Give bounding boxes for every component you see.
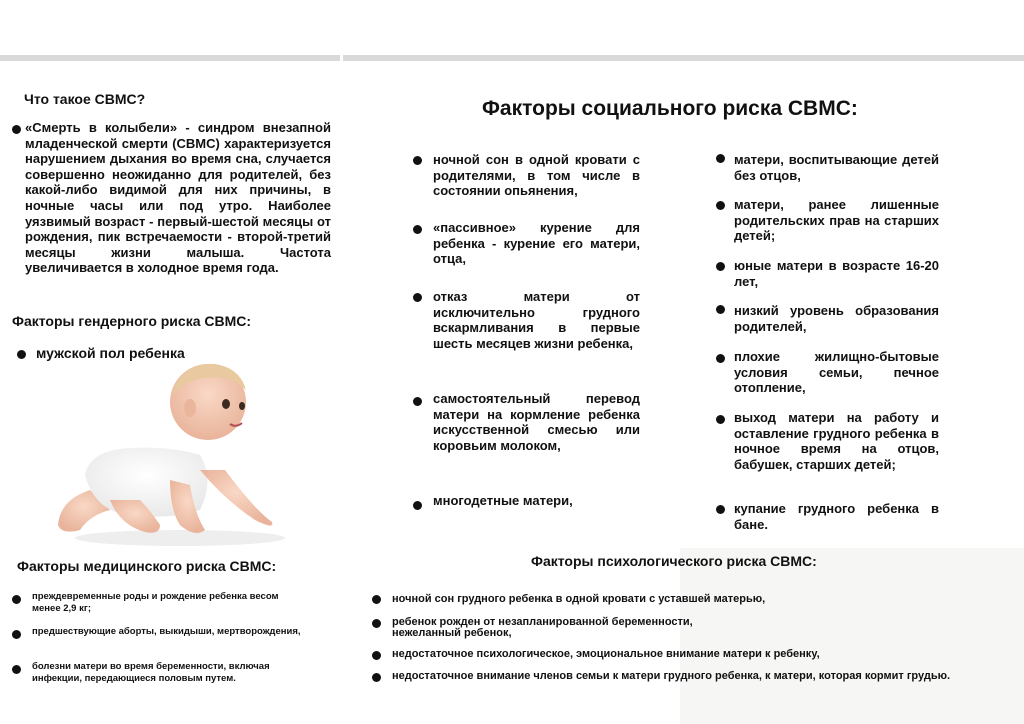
social-risk-item: «пассивное» курение для ребенка - курение его матери, отца, <box>433 220 640 267</box>
psychological-risk-title: Факторы психологического риска СВМС: <box>531 553 817 569</box>
what-is-text: «Смерть в колыбели» - синдром внезапной младенческой смерти (СВМС) характеризуется нарушением дыхания во время сна, случается совершенно неожиданно для родителей, без какой-либо видимой для них причины, в ночные часы или под утро. Наиболее уязвимый возраст - первый-шестой месяцы от рождения, пик встречаемости - второй-третий месяцы жизни малыша. Частота увеличивается в холодное время года. <box>25 120 331 276</box>
bullet-dot-icon <box>372 651 381 660</box>
social-risk-title: Факторы социального риска СВМС: <box>482 97 858 120</box>
bullet-dot-icon <box>12 595 21 604</box>
bullet-dot-icon <box>716 505 725 514</box>
bullet-dot-icon <box>716 305 725 314</box>
bullet-dot-icon <box>12 630 21 639</box>
psychological-risk-item: ночной сон грудного ребенка в одной кровати с уставшей матерью, <box>392 593 766 605</box>
bullet-dot-icon <box>716 201 725 210</box>
bullet-dot-icon <box>716 415 725 424</box>
bullet-dot-icon <box>413 397 422 406</box>
bullet-dot-icon <box>716 262 725 271</box>
top-divider-bar <box>0 55 1024 61</box>
bullet-dot-icon <box>716 354 725 363</box>
bullet-dot-icon <box>372 619 381 628</box>
social-risk-item: выход матери на работу и оставление грудного ребенка в ночное время на отцов, бабушек, старших детей; <box>734 410 939 472</box>
bullet-dot-icon <box>372 595 381 604</box>
social-risk-item: купание грудного ребенка в бане. <box>734 501 939 532</box>
social-risk-item: плохие жилищно-бытовые условия семьи, печное отопление, <box>734 349 939 396</box>
bullet-dot-icon <box>12 125 21 134</box>
psychological-risk-item: недостаточное внимание членов семьи к матери грудного ребенка, к матери, которая кормит грудью. <box>392 670 951 682</box>
psychological-risk-item: недостаточное психологическое, эмоциональное внимание матери к ребенку, <box>392 648 820 660</box>
social-risk-item: отказ матери от исключительно грудного вскармливания в первые шесть месяцев жизни ребенка, <box>433 289 640 351</box>
what-is-title: Что такое СВМС? <box>24 91 146 107</box>
bullet-dot-icon <box>12 665 21 674</box>
bullet-dot-icon <box>413 501 422 510</box>
social-risk-item: ночной сон в одной кровати с родителями, в том числе в состоянии опьянения, <box>433 152 640 199</box>
gender-risk-title: Факторы гендерного риска СВМС: <box>12 313 252 329</box>
social-risk-item: юные матери в возрасте 16-20 лет, <box>734 258 939 289</box>
bullet-dot-icon <box>413 156 422 165</box>
medical-risk-item: предшествующие аборты, выкидыши, мертворождения, <box>32 626 301 637</box>
bullet-dot-icon <box>413 225 422 234</box>
social-risk-item: матери, ранее лишенные родительских прав на старших детей; <box>734 197 939 244</box>
top-divider-gap <box>340 55 343 61</box>
social-risk-item: многодетные матери, <box>433 493 573 508</box>
crawling-baby-image <box>50 360 290 550</box>
medical-risk-item: преждевременные роды и рождение ребенка весом менее 2,9 кг; <box>32 591 279 614</box>
psychological-risk-item: ребенок рожден от незапланированной беременности, нежеланный ребенок, <box>392 616 693 639</box>
social-risk-item: низкий уровень образования родителей, <box>734 303 939 334</box>
bullet-dot-icon <box>716 154 725 163</box>
social-risk-item: самостоятельный перевод матери на кормление ребенка искусственной смесью или коровьим молоком, <box>433 391 640 453</box>
bullet-dot-icon <box>372 673 381 682</box>
gender-risk-item: мужской пол ребенка <box>36 345 185 361</box>
medical-risk-item: болезни матери во время беременности, включая инфекции, передающиеся половым путем. <box>32 661 270 684</box>
social-risk-item: матери, воспитывающие детей без отцов, <box>734 152 939 183</box>
medical-risk-title: Факторы медицинского риска СВМС: <box>17 558 277 574</box>
bullet-dot-icon <box>17 350 26 359</box>
bullet-dot-icon <box>413 293 422 302</box>
